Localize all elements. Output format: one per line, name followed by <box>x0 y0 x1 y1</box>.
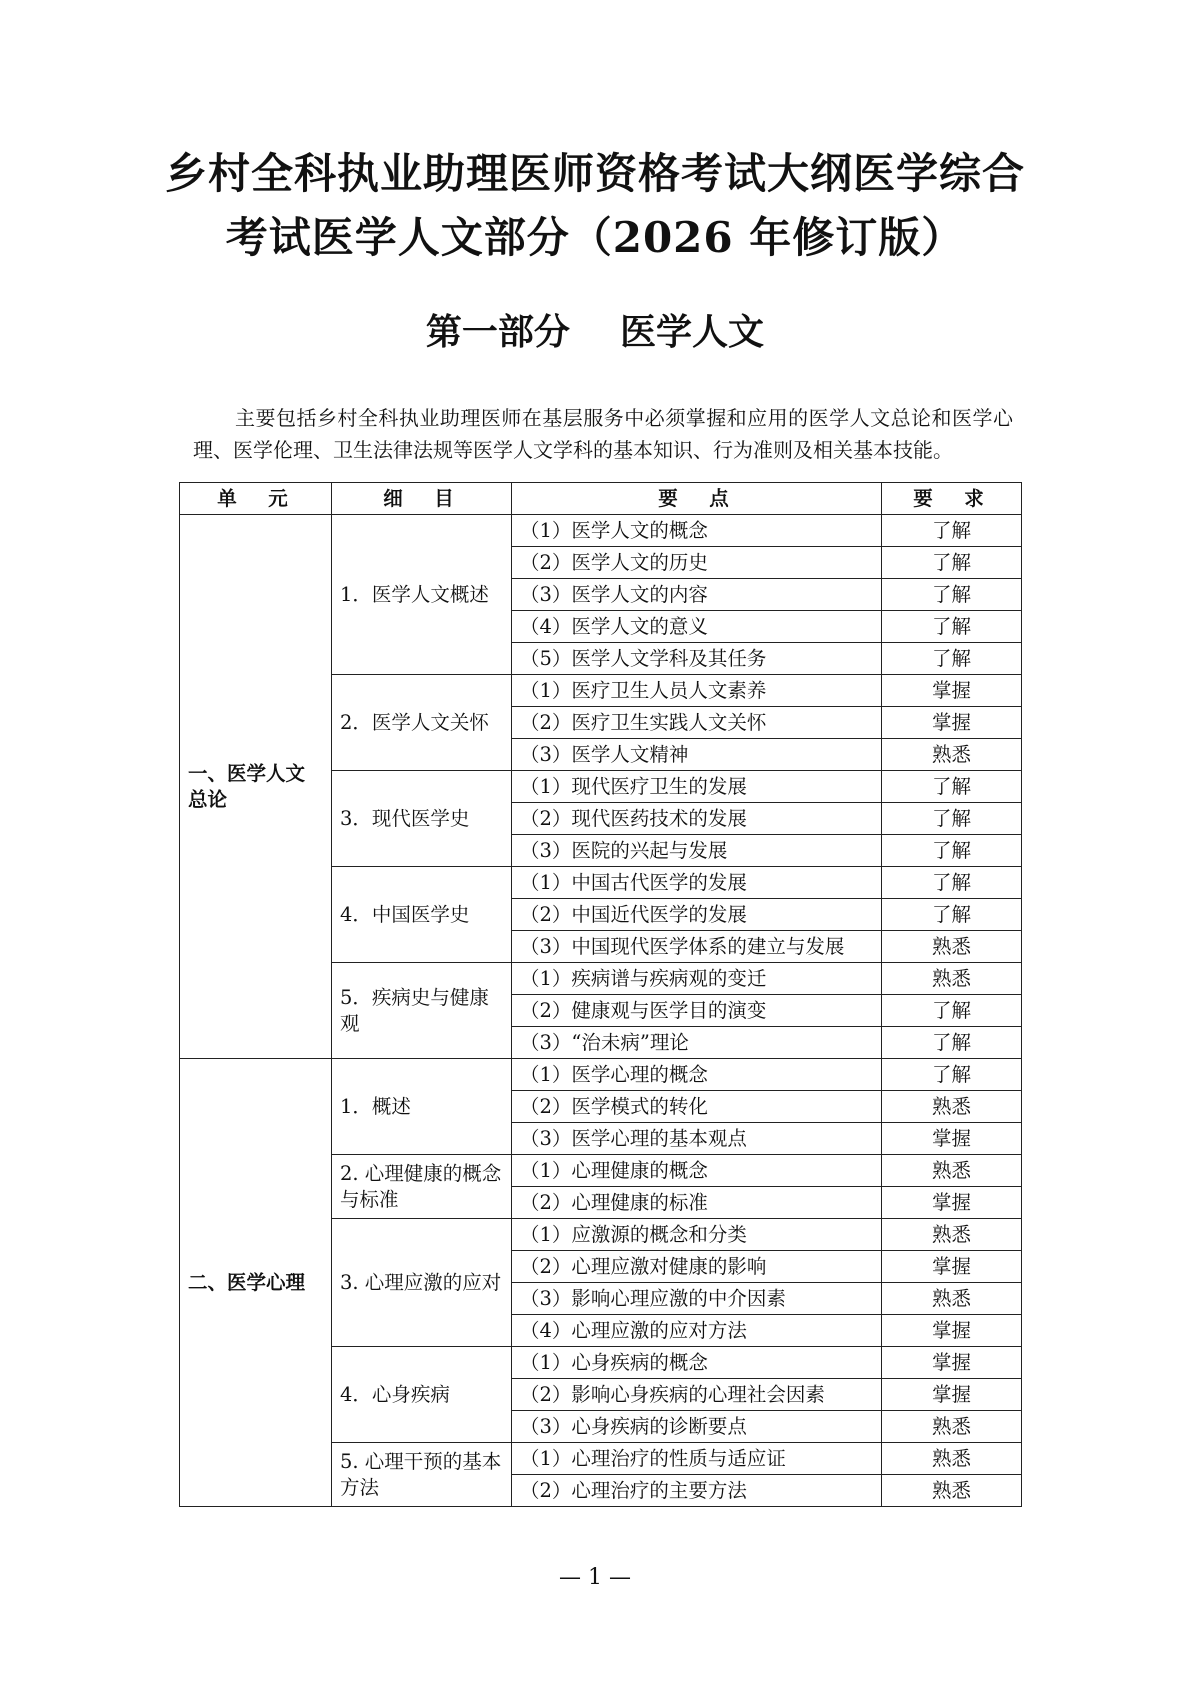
point-cell: （1）心理健康的概念 <box>512 1155 882 1187</box>
point-cell: （1）现代医疗卫生的发展 <box>512 771 882 803</box>
requirement-cell: 了解 <box>882 835 1022 867</box>
point-cell: （3）医院的兴起与发展 <box>512 835 882 867</box>
document-title-line-1: 乡村全科执业助理医师资格考试大纲医学综合 <box>164 149 1025 198</box>
page-number: — 1 — <box>559 1565 631 1590</box>
requirement-cell: 了解 <box>882 547 1022 579</box>
point-cell: （3）影响心理应激的中介因素 <box>512 1283 882 1315</box>
item-cell: 3. 心理应激的应对 <box>332 1219 512 1347</box>
item-cell: 4．中国医学史 <box>332 867 512 963</box>
requirement-cell: 熟悉 <box>882 963 1022 995</box>
point-cell: （1）医学心理的概念 <box>512 1059 882 1091</box>
point-cell: （1）心身疾病的概念 <box>512 1347 882 1379</box>
requirement-cell: 掌握 <box>882 1251 1022 1283</box>
header-item: 细 目 <box>332 483 512 515</box>
header-requirement: 要 求 <box>882 483 1022 515</box>
requirement-cell: 了解 <box>882 611 1022 643</box>
requirement-cell: 掌握 <box>882 1379 1022 1411</box>
item-cell: 5. 心理干预的基本方法 <box>332 1443 512 1507</box>
point-cell: （1）心理治疗的性质与适应证 <box>512 1443 882 1475</box>
table-row <box>180 1059 1022 1091</box>
point-cell: （3）中国现代医学体系的建立与发展 <box>512 931 882 963</box>
point-cell: （2）医学人文的历史 <box>512 547 882 579</box>
point-cell: （2）中国近代医学的发展 <box>512 899 882 931</box>
requirement-cell: 了解 <box>882 643 1022 675</box>
requirement-cell: 了解 <box>882 867 1022 899</box>
item-cell: 1．医学人文概述 <box>332 515 512 675</box>
document-title-line-2: 考试医学人文部分（2026 年修订版） <box>225 213 965 262</box>
point-cell: （1）应激源的概念和分类 <box>512 1219 882 1251</box>
unit-cell: 二、医学心理 <box>180 1059 332 1507</box>
point-cell: （1）疾病谱与疾病观的变迁 <box>512 963 882 995</box>
point-cell: （3）医学人文精神 <box>512 739 882 771</box>
requirement-cell: 掌握 <box>882 1315 1022 1347</box>
requirement-cell: 了解 <box>882 515 1022 547</box>
item-cell: 5．疾病史与健康观 <box>332 963 512 1059</box>
point-cell: （2）健康观与医学目的演变 <box>512 995 882 1027</box>
point-cell: （3）“治未病”理论 <box>512 1027 882 1059</box>
requirement-cell: 掌握 <box>882 1123 1022 1155</box>
requirement-cell: 熟悉 <box>882 931 1022 963</box>
requirement-cell: 熟悉 <box>882 1155 1022 1187</box>
point-cell: （3）医学心理的基本观点 <box>512 1123 882 1155</box>
point-cell: （3）心身疾病的诊断要点 <box>512 1411 882 1443</box>
requirement-cell: 掌握 <box>882 675 1022 707</box>
point-cell: （5）医学人文学科及其任务 <box>512 643 882 675</box>
unit-cell: 一、医学人文总论 <box>180 515 332 1059</box>
outline-table-body <box>180 515 1022 1507</box>
point-cell: （3）医学人文的内容 <box>512 579 882 611</box>
table-row <box>180 515 1022 547</box>
point-cell: （1）中国古代医学的发展 <box>512 867 882 899</box>
requirement-cell: 熟悉 <box>882 1411 1022 1443</box>
requirement-cell: 了解 <box>882 995 1022 1027</box>
point-cell: （1）医学人文的概念 <box>512 515 882 547</box>
requirement-cell: 了解 <box>882 899 1022 931</box>
requirement-cell: 熟悉 <box>882 1443 1022 1475</box>
requirement-cell: 熟悉 <box>882 1091 1022 1123</box>
requirement-cell: 掌握 <box>882 707 1022 739</box>
requirement-cell: 了解 <box>882 803 1022 835</box>
point-cell: （2）心理治疗的主要方法 <box>512 1475 882 1507</box>
intro-paragraph: 主要包括乡村全科执业助理医师在基层服务中必须掌握和应用的医学人文总论和医学心理、医学伦理、卫生法律法规等医学人文学科的基本知识、行为准则及相关基本技能。 <box>193 406 1013 462</box>
point-cell: （1）医疗卫生人员人文素养 <box>512 675 882 707</box>
part-title: 第一部分 医学人文 <box>425 311 765 353</box>
requirement-cell: 掌握 <box>882 1347 1022 1379</box>
requirement-cell: 了解 <box>882 579 1022 611</box>
point-cell: （4）心理应激的应对方法 <box>512 1315 882 1347</box>
requirement-cell: 熟悉 <box>882 739 1022 771</box>
requirement-cell: 了解 <box>882 1027 1022 1059</box>
point-cell: （2）影响心身疾病的心理社会因素 <box>512 1379 882 1411</box>
requirement-cell: 熟悉 <box>882 1283 1022 1315</box>
header-unit: 单 元 <box>180 483 332 515</box>
requirement-cell: 熟悉 <box>882 1475 1022 1507</box>
requirement-cell: 了解 <box>882 771 1022 803</box>
table-header-row <box>180 483 1022 515</box>
item-cell: 1．概述 <box>332 1059 512 1155</box>
point-cell: （2）现代医药技术的发展 <box>512 803 882 835</box>
item-cell: 4．心身疾病 <box>332 1347 512 1443</box>
point-cell: （2）医疗卫生实践人文关怀 <box>512 707 882 739</box>
outline-table <box>179 482 1022 1507</box>
point-cell: （4）医学人文的意义 <box>512 611 882 643</box>
item-cell: 3．现代医学史 <box>332 771 512 867</box>
point-cell: （2）医学模式的转化 <box>512 1091 882 1123</box>
point-cell: （2）心理应激对健康的影响 <box>512 1251 882 1283</box>
requirement-cell: 了解 <box>882 1059 1022 1091</box>
requirement-cell: 熟悉 <box>882 1219 1022 1251</box>
header-point: 要 点 <box>512 483 882 515</box>
requirement-cell: 掌握 <box>882 1187 1022 1219</box>
item-cell: 2．医学人文关怀 <box>332 675 512 771</box>
point-cell: （2）心理健康的标准 <box>512 1187 882 1219</box>
item-cell: 2. 心理健康的概念与标准 <box>332 1155 512 1219</box>
